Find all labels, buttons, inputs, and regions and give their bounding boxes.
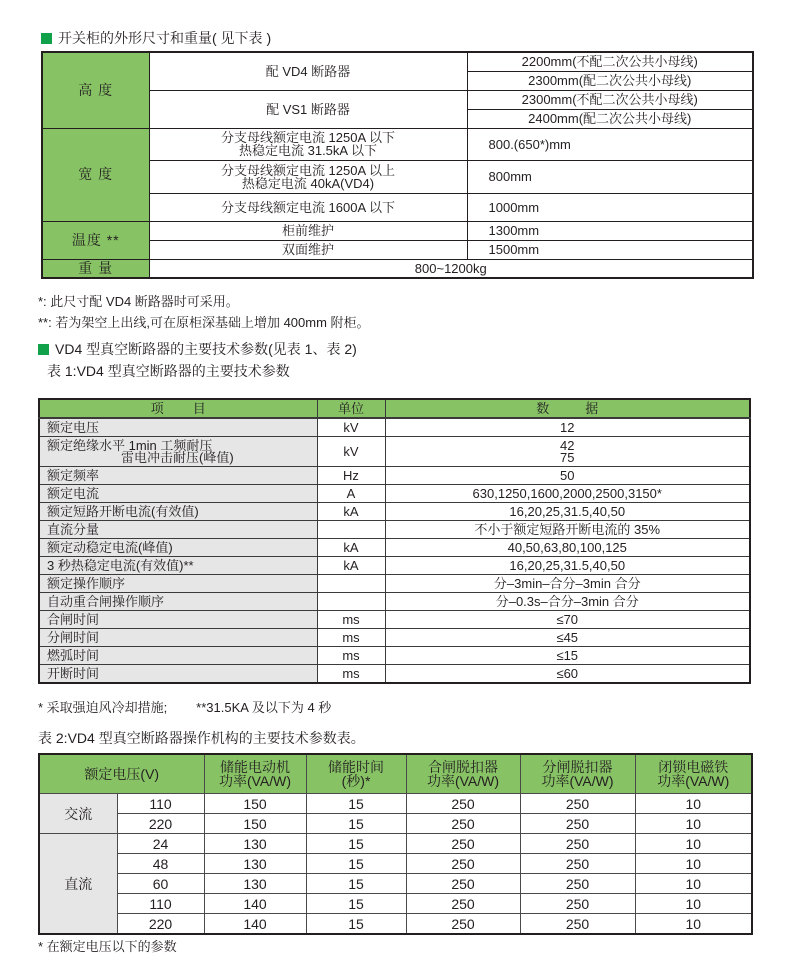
table-row bbox=[39, 437, 750, 467]
cell-motor: 150 bbox=[204, 814, 306, 834]
cell-close: 250 bbox=[406, 794, 520, 814]
param-unit: A bbox=[317, 485, 385, 503]
param-unit: kV bbox=[317, 418, 385, 437]
cell-lock: 10 bbox=[635, 794, 752, 814]
header-line: 功率(VA/W) bbox=[657, 773, 730, 789]
param-value: ≤15 bbox=[385, 647, 750, 665]
dimensions-table bbox=[41, 51, 754, 279]
height-value: 2400mm(配二次公共小母线) bbox=[467, 109, 753, 128]
header-lock-magnet bbox=[635, 754, 752, 794]
table-row bbox=[42, 90, 753, 109]
header-motor-power bbox=[204, 754, 306, 794]
table-header-row bbox=[39, 754, 752, 794]
param-unit: kA bbox=[317, 503, 385, 521]
param-value: 630,1250,1600,2000,2500,3150* bbox=[385, 485, 750, 503]
header-line: 分闸脱扣器 bbox=[542, 759, 613, 775]
table-row bbox=[39, 874, 752, 894]
cell-open: 250 bbox=[520, 814, 635, 834]
param-value bbox=[385, 437, 750, 467]
current-type: 直流 bbox=[39, 834, 117, 935]
table-row bbox=[39, 854, 752, 874]
current-type: 交流 bbox=[39, 794, 117, 834]
table-row bbox=[39, 593, 750, 611]
table-row bbox=[39, 665, 750, 684]
header-line: 合闸脱扣器 bbox=[428, 759, 499, 775]
param-name: 燃弧时间 bbox=[39, 647, 317, 665]
header-line: 储能电动机 bbox=[220, 759, 291, 775]
note-double-star: **: 若为架空上出线,可在原柜深基础上增加 400mm 附柜。 bbox=[38, 315, 370, 330]
table-row bbox=[42, 52, 753, 71]
cell-time: 15 bbox=[306, 834, 406, 854]
cell-motor: 130 bbox=[204, 874, 306, 894]
header-line: 功率(VA/W) bbox=[426, 773, 500, 789]
param-name: 分闸时间 bbox=[39, 629, 317, 647]
category-weight: 重 量 bbox=[42, 259, 149, 278]
cell-time: 15 bbox=[306, 894, 406, 914]
table-row bbox=[39, 467, 750, 485]
cell-motor: 150 bbox=[204, 794, 306, 814]
table-row bbox=[39, 539, 750, 557]
section-title-text: VD4 型真空断路器的主要技术参数(见表 1、表 2) bbox=[55, 341, 357, 357]
header-line: 功率(VA/W) bbox=[218, 773, 292, 789]
cell-voltage: 60 bbox=[117, 874, 204, 894]
green-square-bullet-icon bbox=[41, 33, 52, 44]
table-row bbox=[39, 629, 750, 647]
param-value: 不小于额定短路开断电流的 35% bbox=[385, 521, 750, 539]
header-item: 项 目 bbox=[39, 399, 317, 418]
condition-line: 热稳定电流 31.5kA 以下 bbox=[239, 143, 377, 158]
param-name: 额定动稳定电流(峰值) bbox=[39, 539, 317, 557]
param-unit: kV bbox=[317, 437, 385, 467]
cell-time: 15 bbox=[306, 794, 406, 814]
cell-close: 250 bbox=[406, 834, 520, 854]
category-depth: 温度 ** bbox=[42, 221, 149, 259]
param-name: 开断时间 bbox=[39, 665, 317, 684]
param-value: ≤45 bbox=[385, 629, 750, 647]
height-value: 2200mm(不配二次公共小母线) bbox=[467, 52, 753, 71]
table1-caption: 表 1:VD4 型真空断路器的主要技术参数 bbox=[47, 363, 290, 379]
table-row bbox=[39, 557, 750, 575]
table-row bbox=[39, 485, 750, 503]
param-name: 额定频率 bbox=[39, 467, 317, 485]
param-value-line: 75 bbox=[560, 449, 575, 465]
table-row bbox=[39, 834, 752, 854]
table-row bbox=[39, 894, 752, 914]
header-line: 储能时间 bbox=[328, 759, 385, 775]
header-unit: 单位 bbox=[317, 399, 385, 418]
param-unit: ms bbox=[317, 611, 385, 629]
param-value-line: 42 bbox=[560, 437, 575, 453]
param-value: 分–0.3s–合分–3min 合分 bbox=[385, 593, 750, 611]
param-name-line: 雷电冲击耐压(峰值) bbox=[121, 449, 234, 465]
cell-close: 250 bbox=[406, 894, 520, 914]
param-unit: Hz bbox=[317, 467, 385, 485]
height-value: 2300mm(不配二次公共小母线) bbox=[467, 90, 753, 109]
cell-motor: 130 bbox=[204, 834, 306, 854]
table-row bbox=[42, 240, 753, 259]
param-unit bbox=[317, 593, 385, 611]
param-unit: ms bbox=[317, 647, 385, 665]
param-name bbox=[39, 437, 317, 467]
section-title-text: 开关柜的外形尺寸和重量( 见下表 ) bbox=[58, 30, 272, 46]
cell-lock: 10 bbox=[635, 854, 752, 874]
cell-lock: 10 bbox=[635, 814, 752, 834]
header-data: 数 据 bbox=[385, 399, 750, 418]
condition-line: 分支母线额定电流 1250A 以下 bbox=[220, 130, 396, 145]
cell-lock: 10 bbox=[635, 874, 752, 894]
cell-open: 250 bbox=[520, 794, 635, 814]
category-width: 宽 度 bbox=[42, 128, 149, 221]
depth-condition: 双面维护 bbox=[149, 240, 467, 259]
cell-lock: 10 bbox=[635, 894, 752, 914]
table-row bbox=[39, 503, 750, 521]
table-row bbox=[39, 794, 752, 814]
table-row bbox=[42, 193, 753, 221]
cell-voltage: 24 bbox=[117, 834, 204, 854]
table-body bbox=[39, 794, 752, 935]
cell-voltage: 48 bbox=[117, 854, 204, 874]
table-row bbox=[39, 647, 750, 665]
param-value: ≤60 bbox=[385, 665, 750, 684]
table-row bbox=[42, 128, 753, 160]
header-open-release bbox=[520, 754, 635, 794]
param-name: 额定电流 bbox=[39, 485, 317, 503]
table-row bbox=[42, 221, 753, 240]
breaker-vs1: 配 VS1 断路器 bbox=[149, 90, 467, 128]
param-name: 自动重合闸操作顺序 bbox=[39, 593, 317, 611]
param-unit: ms bbox=[317, 665, 385, 684]
param-value: 16,20,25,31.5,40,50 bbox=[385, 557, 750, 575]
header-line: (秒)* bbox=[341, 773, 371, 789]
cell-open: 250 bbox=[520, 874, 635, 894]
table-row bbox=[42, 259, 753, 278]
table-row bbox=[39, 914, 752, 935]
width-value: 800mm bbox=[467, 160, 753, 193]
table-row bbox=[39, 418, 750, 437]
table1-footnote: * 采取强迫风冷却措施; **31.5KA 及以下为 4 秒 bbox=[38, 700, 332, 715]
table-row bbox=[42, 160, 753, 193]
param-value: 40,50,63,80,100,125 bbox=[385, 539, 750, 557]
vd4-parameters-table bbox=[38, 398, 751, 684]
cell-lock: 10 bbox=[635, 914, 752, 935]
table-header-row bbox=[39, 399, 750, 418]
param-value: 16,20,25,31.5,40,50 bbox=[385, 503, 750, 521]
param-name: 3 秒热稳定电流(有效值)** bbox=[39, 557, 317, 575]
green-square-bullet-icon bbox=[38, 344, 49, 355]
height-value: 2300mm(配二次公共小母线) bbox=[467, 71, 753, 90]
cell-voltage: 110 bbox=[117, 894, 204, 914]
cell-open: 250 bbox=[520, 834, 635, 854]
cell-open: 250 bbox=[520, 914, 635, 935]
cell-open: 250 bbox=[520, 854, 635, 874]
cell-lock: 10 bbox=[635, 834, 752, 854]
depth-value: 1500mm bbox=[467, 240, 753, 259]
param-unit: kA bbox=[317, 539, 385, 557]
param-value: 12 bbox=[385, 418, 750, 437]
width-value: 1000mm bbox=[467, 193, 753, 221]
cell-close: 250 bbox=[406, 914, 520, 935]
header-rated-voltage: 额定电压(V) bbox=[39, 754, 204, 794]
depth-value: 1300mm bbox=[467, 221, 753, 240]
header-close-release bbox=[406, 754, 520, 794]
header-line: 闭锁电磁铁 bbox=[658, 759, 729, 775]
cell-voltage: 220 bbox=[117, 814, 204, 834]
table2-footnote: * 在额定电压以下的参数 bbox=[38, 939, 177, 954]
width-value: 800.(650*)mm bbox=[467, 128, 753, 160]
param-unit bbox=[317, 575, 385, 593]
section-title-dimensions bbox=[41, 30, 271, 46]
param-name: 额定操作顺序 bbox=[39, 575, 317, 593]
table-row bbox=[39, 521, 750, 539]
cell-close: 250 bbox=[406, 814, 520, 834]
header-charge-time bbox=[306, 754, 406, 794]
cell-close: 250 bbox=[406, 874, 520, 894]
cell-motor: 130 bbox=[204, 854, 306, 874]
cell-time: 15 bbox=[306, 874, 406, 894]
table-row bbox=[39, 575, 750, 593]
table-row bbox=[39, 611, 750, 629]
note-star: *: 此尺寸配 VD4 断路器时可采用。 bbox=[38, 294, 239, 309]
cell-time: 15 bbox=[306, 854, 406, 874]
operating-mechanism-table bbox=[38, 753, 753, 935]
cell-time: 15 bbox=[306, 914, 406, 935]
param-value: 分–3min–合分–3min 合分 bbox=[385, 575, 750, 593]
table2-caption: 表 2:VD4 型真空断路器操作机构的主要技术参数表。 bbox=[38, 730, 365, 746]
cell-close: 250 bbox=[406, 854, 520, 874]
width-condition bbox=[149, 128, 467, 160]
weight-value: 800~1200kg bbox=[149, 259, 753, 278]
param-unit: ms bbox=[317, 629, 385, 647]
section-title-vd4 bbox=[38, 341, 357, 357]
param-value: 50 bbox=[385, 467, 750, 485]
breaker-vd4: 配 VD4 断路器 bbox=[149, 52, 467, 90]
param-name: 直流分量 bbox=[39, 521, 317, 539]
header-line: 功率(VA/W) bbox=[541, 773, 614, 789]
cell-voltage: 110 bbox=[117, 794, 204, 814]
param-name: 额定电压 bbox=[39, 418, 317, 437]
width-condition: 分支母线额定电流 1600A 以下 bbox=[149, 193, 467, 221]
param-name: 额定短路开断电流(有效值) bbox=[39, 503, 317, 521]
cell-open: 250 bbox=[520, 894, 635, 914]
condition-line: 热稳定电流 40kA(VD4) bbox=[241, 175, 375, 191]
width-condition bbox=[149, 160, 467, 193]
param-value: ≤70 bbox=[385, 611, 750, 629]
param-unit bbox=[317, 521, 385, 539]
condition-line: 分支母线额定电流 1250A 以上 bbox=[220, 162, 396, 178]
param-name: 合闸时间 bbox=[39, 611, 317, 629]
cell-voltage: 220 bbox=[117, 914, 204, 935]
cell-time: 15 bbox=[306, 814, 406, 834]
cell-motor: 140 bbox=[204, 894, 306, 914]
depth-condition: 柜前维护 bbox=[149, 221, 467, 240]
param-unit: kA bbox=[317, 557, 385, 575]
table-row bbox=[39, 814, 752, 834]
category-height: 高 度 bbox=[42, 52, 149, 128]
cell-motor: 140 bbox=[204, 914, 306, 935]
param-name-line: 额定绝缘水平 1min 工频耐压 bbox=[47, 437, 213, 453]
